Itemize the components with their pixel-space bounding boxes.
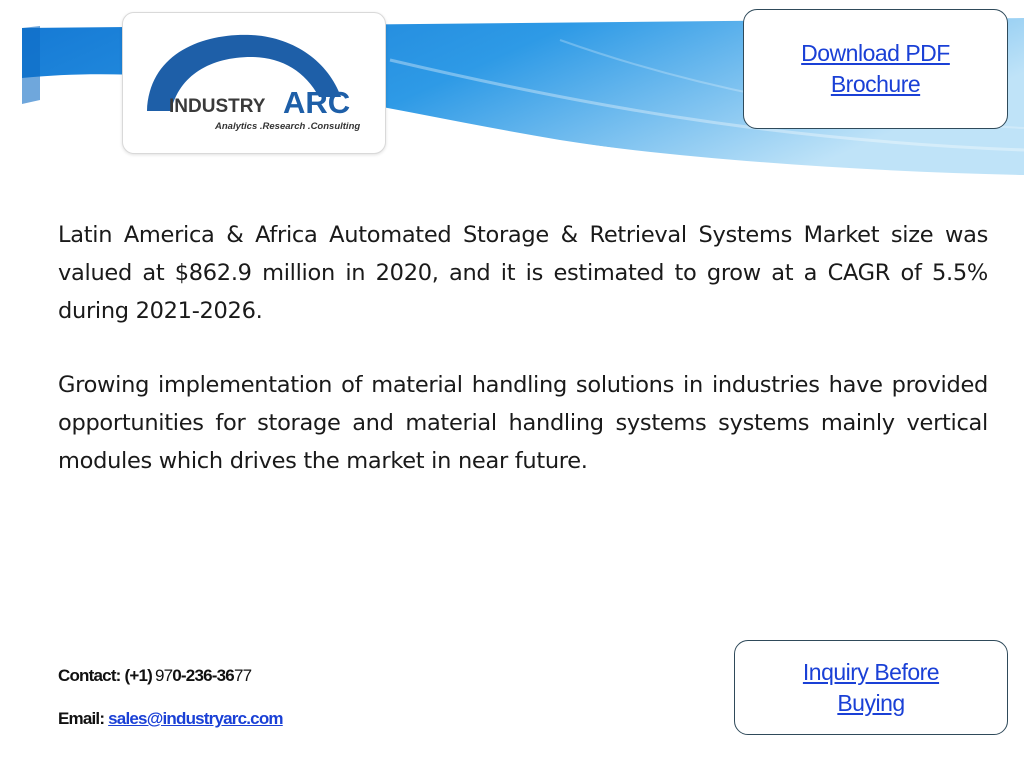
logo-brand-left: INDUSTRY xyxy=(169,96,266,117)
download-brochure-link[interactable] xyxy=(801,38,950,100)
email-link[interactable]: sales@industryarc.com xyxy=(108,709,283,728)
logo-brand-right: ARC xyxy=(283,85,351,120)
contact-line xyxy=(58,666,251,686)
market-drivers-paragraph: Growing implementation of material handling solutions in industries have provided opportunities for storage and material handling systems systems mainly vertical modules which drives the market in near future. xyxy=(58,372,988,474)
download-brochure-card[interactable] xyxy=(743,9,1008,129)
industryarc-logo xyxy=(123,13,385,153)
market-size-paragraph: Latin America & Africa Automated Storage & Retrieval Systems Market size was valued at $862.9 million in 2020, and it is estimated to grow at a CAGR of 5.5% during 2021-2026. xyxy=(58,222,988,324)
inquiry-before-buying-link[interactable] xyxy=(803,657,939,719)
logo-card xyxy=(122,12,386,154)
inquiry-link-line1: Inquiry Before xyxy=(802,658,940,685)
phone-part-c: 77 xyxy=(233,666,252,685)
logo-tagline: Analytics .Research .Consulting xyxy=(215,121,361,132)
phone-part-a: 97 xyxy=(154,666,173,685)
phone-part-b: 0-236-36 xyxy=(172,666,234,685)
download-link-line1: Download PDF xyxy=(801,40,950,66)
download-link-line2: Brochure xyxy=(830,71,921,97)
email-line xyxy=(58,709,283,729)
inquiry-link-line2: Buying xyxy=(837,689,905,716)
email-label: Email: xyxy=(58,709,105,728)
inquiry-before-buying-card[interactable] xyxy=(734,640,1008,735)
contact-label: Contact: (+1) xyxy=(58,666,152,685)
